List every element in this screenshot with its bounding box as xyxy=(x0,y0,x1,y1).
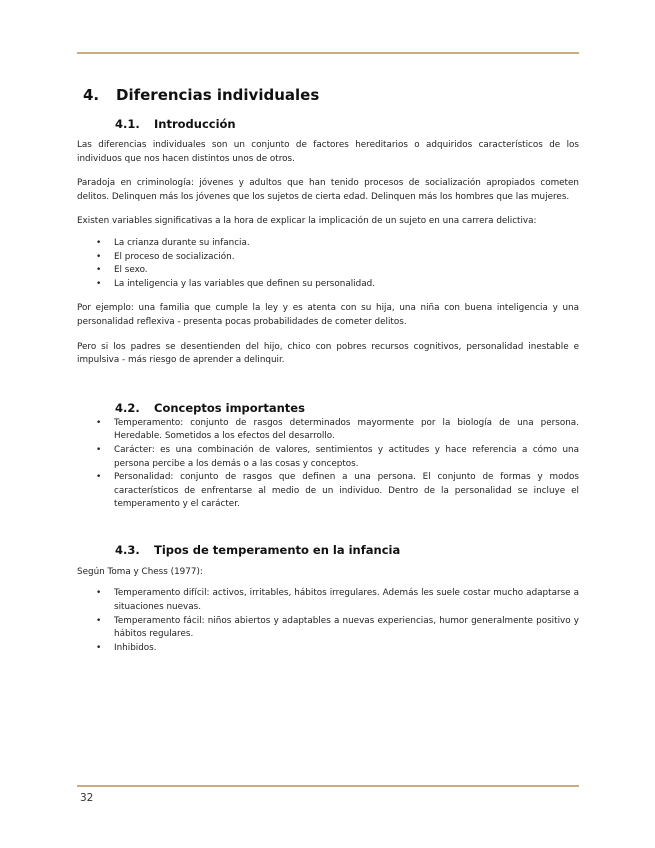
paragraph: Según Toma y Chess (1977): xyxy=(77,566,203,577)
temperament-list xyxy=(77,587,579,655)
subsection-title: Tipos de temperamento en la infancia xyxy=(154,542,401,557)
spacer xyxy=(77,523,579,543)
header-rule xyxy=(77,52,579,54)
subsection-heading-conceptos xyxy=(115,401,579,415)
paragraph: Paradoja en criminología: jóvenes y adultos que han tenido procesos de socialización apropiados cometen delitos. Delinquen más los jóvenes que los sujetos de cierta edad. Delinquen más los hombres que las mujeres. xyxy=(77,178,579,202)
list-item: • El sexo. xyxy=(77,264,579,278)
subsection-title: Conceptos importantes xyxy=(154,400,305,415)
paragraph: Las diferencias individuales son un conjunto de factores hereditarios o adquiridos característicos de los individuos que nos hacen distintos unos de otros. xyxy=(77,140,579,164)
concepts-list xyxy=(77,417,579,512)
subsection-number: 4.3. xyxy=(115,542,140,557)
paragraph: Por ejemplo: una familia que cumple la ley y es atenta con su hija, una niña con buena inteligencia y una personalidad reflexiva - presenta pocas probabilidades de cometer delitos. xyxy=(77,303,579,327)
spacer xyxy=(77,379,579,401)
section-title: Diferencias individuales xyxy=(116,86,320,104)
list-item: • La crianza durante su infancia. xyxy=(77,237,579,251)
list-item: • El proceso de socialización. xyxy=(77,251,579,265)
list-item: • Temperamento fácil: niños abiertos y adaptables a nuevas experiencias, humor generalmente positivo y hábitos regulares. xyxy=(77,615,579,642)
list-item: • Inhibidos. xyxy=(77,642,579,656)
list-item: • Temperamento: conjunto de rasgos determinados mayormente por la biología de una persona. Heredable. Sometidos a los efectos del desarrollo. xyxy=(77,417,579,444)
list-item: • Personalidad: conjunto de rasgos que definen a una persona. El conjunto de formas y modos característicos de enfrentarse al medio de un individuo. Dentro de la personalidad se incluye el temperamento y el carácter. xyxy=(77,471,579,512)
section-heading xyxy=(83,86,579,104)
footer-rule xyxy=(77,785,579,787)
subsection-number: 4.1. xyxy=(115,117,140,131)
paragraph: Existen variables significativas a la hora de explicar la implicación de un sujeto en una carrera delictiva: xyxy=(77,216,537,227)
section-number: 4. xyxy=(83,86,100,104)
variables-list xyxy=(77,237,579,291)
subsection-heading-temperamento xyxy=(115,543,579,557)
page-number: 32 xyxy=(80,792,94,804)
list-item: • La inteligencia y las variables que definen su personalidad. xyxy=(77,278,579,292)
paragraph: Pero si los padres se desentienden del hijo, chico con pobres recursos cognitivos, personalidad inestable e impulsiva - más riesgo de aprender a delinquir. xyxy=(77,341,579,366)
list-item: • Carácter: es una combinación de valores, sentimientos y actitudes y hace referencia a cómo una persona percibe a los demás o a las cosas y conceptos. xyxy=(77,444,579,471)
subsection-title: Introducción xyxy=(154,117,236,131)
subsection-number: 4.2. xyxy=(115,400,140,415)
subsection-heading-introduccion xyxy=(115,117,579,131)
page-content xyxy=(77,86,579,666)
list-item: • Temperamento difícil: activos, irritables, hábitos irregulares. Además les suele costar mucho adaptarse a situaciones nuevas. xyxy=(77,587,579,614)
